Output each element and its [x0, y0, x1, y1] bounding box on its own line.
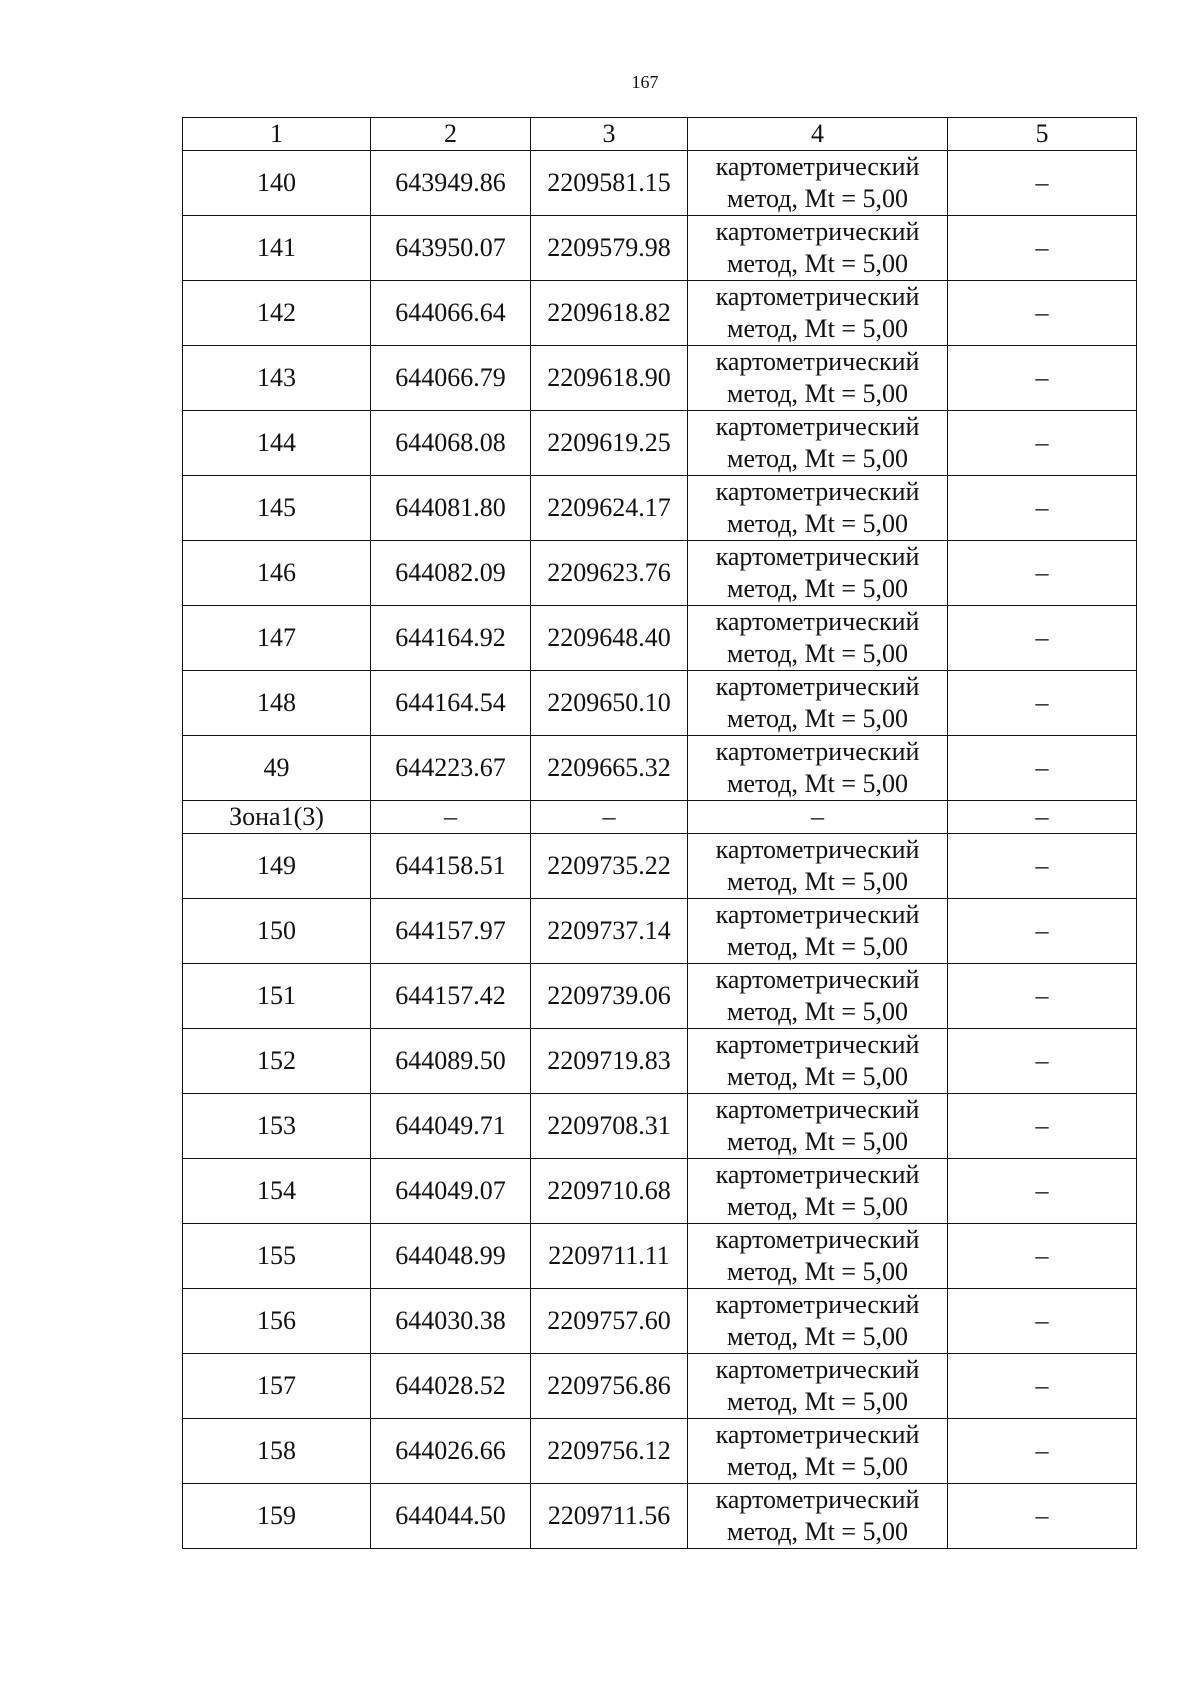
- note-cell: –: [948, 541, 1137, 606]
- y-coordinate-cell: 2209624.17: [531, 476, 688, 541]
- y-coordinate-cell: 2209737.14: [531, 899, 688, 964]
- x-coordinate-cell: 644158.51: [371, 834, 531, 899]
- method-line-1: картометрический: [715, 1420, 920, 1449]
- table-row: [183, 736, 1137, 801]
- method-cell: [688, 1094, 948, 1159]
- table-row: [183, 1159, 1137, 1224]
- x-coordinate-cell: 644164.92: [371, 606, 531, 671]
- y-coordinate-cell: 2209756.12: [531, 1419, 688, 1484]
- method-cell: [688, 541, 948, 606]
- y-coordinate-cell: 2209757.60: [531, 1289, 688, 1354]
- method-line-1: картометрический: [715, 1290, 920, 1319]
- header-cell-col-1: 1: [183, 118, 371, 151]
- y-coordinate-cell: 2209665.32: [531, 736, 688, 801]
- method-line-2: метод, Mt = 5,00: [727, 574, 908, 603]
- x-coordinate-cell: 644026.66: [371, 1419, 531, 1484]
- note-cell: –: [948, 476, 1137, 541]
- method-line-1: картометрический: [715, 477, 920, 506]
- method-cell: [688, 671, 948, 736]
- method-line-2: метод, Mt = 5,00: [727, 1192, 908, 1221]
- method-line-2: метод, Mt = 5,00: [727, 509, 908, 538]
- method-line-1: картометрический: [715, 607, 920, 636]
- point-number-cell: 155: [183, 1224, 371, 1289]
- y-coordinate-cell: 2209623.76: [531, 541, 688, 606]
- zone-cell-x: –: [371, 801, 531, 834]
- note-cell: –: [948, 346, 1137, 411]
- y-coordinate-cell: 2209579.98: [531, 216, 688, 281]
- method-cell: [688, 411, 948, 476]
- point-number-cell: 141: [183, 216, 371, 281]
- table-row: [183, 411, 1137, 476]
- method-line-1: картометрический: [715, 1160, 920, 1189]
- y-coordinate-cell: 2209711.11: [531, 1224, 688, 1289]
- y-coordinate-cell: 2209618.90: [531, 346, 688, 411]
- note-cell: –: [948, 1484, 1137, 1549]
- y-coordinate-cell: 2209719.83: [531, 1029, 688, 1094]
- zone-row: [183, 801, 1137, 834]
- y-coordinate-cell: 2209710.68: [531, 1159, 688, 1224]
- method-cell: [688, 476, 948, 541]
- table-body: [183, 118, 1137, 1549]
- note-cell: –: [948, 151, 1137, 216]
- method-cell: [688, 964, 948, 1029]
- note-cell: –: [948, 1289, 1137, 1354]
- method-cell: [688, 346, 948, 411]
- method-line-2: метод, Mt = 5,00: [727, 1387, 908, 1416]
- note-cell: –: [948, 1094, 1137, 1159]
- table-row: [183, 476, 1137, 541]
- table-row: [183, 1484, 1137, 1549]
- point-number-cell: 158: [183, 1419, 371, 1484]
- point-number-cell: 145: [183, 476, 371, 541]
- point-number-cell: 143: [183, 346, 371, 411]
- table-row: [183, 1289, 1137, 1354]
- method-line-2: метод, Mt = 5,00: [727, 1127, 908, 1156]
- y-coordinate-cell: 2209735.22: [531, 834, 688, 899]
- x-coordinate-cell: 644066.79: [371, 346, 531, 411]
- header-cell-col-5: 5: [948, 118, 1137, 151]
- point-number-cell: 156: [183, 1289, 371, 1354]
- note-cell: –: [948, 411, 1137, 476]
- y-coordinate-cell: 2209618.82: [531, 281, 688, 346]
- method-line-1: картометрический: [715, 282, 920, 311]
- header-cell-col-3: 3: [531, 118, 688, 151]
- y-coordinate-cell: 2209711.56: [531, 1484, 688, 1549]
- method-cell: [688, 216, 948, 281]
- method-cell: [688, 736, 948, 801]
- y-coordinate-cell: 2209581.15: [531, 151, 688, 216]
- zone-label: Зона1(3): [183, 801, 371, 834]
- note-cell: –: [948, 1354, 1137, 1419]
- method-line-1: картометрический: [715, 1355, 920, 1384]
- point-number-cell: 150: [183, 899, 371, 964]
- method-cell: [688, 834, 948, 899]
- method-cell: [688, 1029, 948, 1094]
- point-number-cell: 144: [183, 411, 371, 476]
- zone-cell-method: –: [688, 801, 948, 834]
- note-cell: –: [948, 671, 1137, 736]
- point-number-cell: 152: [183, 1029, 371, 1094]
- x-coordinate-cell: 644044.50: [371, 1484, 531, 1549]
- header-cell-col-4: 4: [688, 118, 948, 151]
- method-line-1: картометрический: [715, 965, 920, 994]
- table-row: [183, 671, 1137, 736]
- method-line-2: метод, Mt = 5,00: [727, 249, 908, 278]
- coordinates-table: [182, 117, 1137, 1549]
- method-cell: [688, 151, 948, 216]
- note-cell: –: [948, 281, 1137, 346]
- method-cell: [688, 899, 948, 964]
- method-cell: [688, 1354, 948, 1419]
- x-coordinate-cell: 644164.54: [371, 671, 531, 736]
- point-number-cell: 147: [183, 606, 371, 671]
- method-line-1: картометрический: [715, 672, 920, 701]
- note-cell: –: [948, 834, 1137, 899]
- method-line-2: метод, Mt = 5,00: [727, 1062, 908, 1091]
- point-number-cell: 159: [183, 1484, 371, 1549]
- x-coordinate-cell: 644049.71: [371, 1094, 531, 1159]
- method-line-1: картометрический: [715, 900, 920, 929]
- y-coordinate-cell: 2209648.40: [531, 606, 688, 671]
- method-line-2: метод, Mt = 5,00: [727, 184, 908, 213]
- note-cell: –: [948, 216, 1137, 281]
- table-row: [183, 1354, 1137, 1419]
- x-coordinate-cell: 644089.50: [371, 1029, 531, 1094]
- note-cell: –: [948, 1029, 1137, 1094]
- table-header-row: [183, 118, 1137, 151]
- method-line-1: картометрический: [715, 1095, 920, 1124]
- table-row: [183, 281, 1137, 346]
- point-number-cell: 140: [183, 151, 371, 216]
- method-cell: [688, 281, 948, 346]
- y-coordinate-cell: 2209708.31: [531, 1094, 688, 1159]
- method-line-1: картометрический: [715, 737, 920, 766]
- method-cell: [688, 1289, 948, 1354]
- method-cell: [688, 1484, 948, 1549]
- method-line-1: картометрический: [715, 1485, 920, 1514]
- x-coordinate-cell: 644223.67: [371, 736, 531, 801]
- x-coordinate-cell: 644157.97: [371, 899, 531, 964]
- point-number-cell: 49: [183, 736, 371, 801]
- note-cell: –: [948, 964, 1137, 1029]
- method-line-1: картометрический: [715, 835, 920, 864]
- x-coordinate-cell: 644081.80: [371, 476, 531, 541]
- table-row: [183, 834, 1137, 899]
- method-cell: [688, 606, 948, 671]
- point-number-cell: 148: [183, 671, 371, 736]
- method-line-1: картометрический: [715, 152, 920, 181]
- note-cell: –: [948, 899, 1137, 964]
- note-cell: –: [948, 1159, 1137, 1224]
- method-cell: [688, 1224, 948, 1289]
- method-line-2: метод, Mt = 5,00: [727, 444, 908, 473]
- y-coordinate-cell: 2209739.06: [531, 964, 688, 1029]
- point-number-cell: 146: [183, 541, 371, 606]
- x-coordinate-cell: 644030.38: [371, 1289, 531, 1354]
- method-cell: [688, 1419, 948, 1484]
- point-number-cell: 157: [183, 1354, 371, 1419]
- method-line-2: метод, Mt = 5,00: [727, 769, 908, 798]
- note-cell: –: [948, 606, 1137, 671]
- method-line-2: метод, Mt = 5,00: [727, 639, 908, 668]
- table-row: [183, 346, 1137, 411]
- method-line-2: метод, Mt = 5,00: [727, 997, 908, 1026]
- table-row: [183, 1029, 1137, 1094]
- y-coordinate-cell: 2209756.86: [531, 1354, 688, 1419]
- y-coordinate-cell: 2209650.10: [531, 671, 688, 736]
- y-coordinate-cell: 2209619.25: [531, 411, 688, 476]
- method-line-2: метод, Mt = 5,00: [727, 1452, 908, 1481]
- method-line-2: метод, Mt = 5,00: [727, 704, 908, 733]
- point-number-cell: 149: [183, 834, 371, 899]
- point-number-cell: 142: [183, 281, 371, 346]
- method-line-1: картометрический: [715, 1030, 920, 1059]
- point-number-cell: 151: [183, 964, 371, 1029]
- table-row: [183, 964, 1137, 1029]
- x-coordinate-cell: 643949.86: [371, 151, 531, 216]
- page-number: 167: [631, 72, 659, 92]
- method-line-1: картометрический: [715, 542, 920, 571]
- table-row: [183, 541, 1137, 606]
- method-line-2: метод, Mt = 5,00: [727, 314, 908, 343]
- x-coordinate-cell: 644157.42: [371, 964, 531, 1029]
- method-line-1: картометрический: [715, 1225, 920, 1254]
- point-number-cell: 153: [183, 1094, 371, 1159]
- method-line-2: метод, Mt = 5,00: [727, 379, 908, 408]
- note-cell: –: [948, 736, 1137, 801]
- method-line-1: картометрический: [715, 347, 920, 376]
- table-row: [183, 899, 1137, 964]
- x-coordinate-cell: 644028.52: [371, 1354, 531, 1419]
- method-line-2: метод, Mt = 5,00: [727, 867, 908, 896]
- method-line-1: картометрический: [715, 217, 920, 246]
- table-row: [183, 216, 1137, 281]
- table-row: [183, 151, 1137, 216]
- method-line-2: метод, Mt = 5,00: [727, 932, 908, 961]
- method-line-2: метод, Mt = 5,00: [727, 1517, 908, 1546]
- x-coordinate-cell: 644068.08: [371, 411, 531, 476]
- x-coordinate-cell: 644066.64: [371, 281, 531, 346]
- table-row: [183, 1419, 1137, 1484]
- method-line-1: картометрический: [715, 412, 920, 441]
- x-coordinate-cell: 644082.09: [371, 541, 531, 606]
- method-line-2: метод, Mt = 5,00: [727, 1322, 908, 1351]
- table-row: [183, 1224, 1137, 1289]
- table-row: [183, 606, 1137, 671]
- zone-cell-y: –: [531, 801, 688, 834]
- method-line-2: метод, Mt = 5,00: [727, 1257, 908, 1286]
- note-cell: –: [948, 1224, 1137, 1289]
- x-coordinate-cell: 643950.07: [371, 216, 531, 281]
- x-coordinate-cell: 644048.99: [371, 1224, 531, 1289]
- zone-cell-note: –: [948, 801, 1137, 834]
- method-cell: [688, 1159, 948, 1224]
- x-coordinate-cell: 644049.07: [371, 1159, 531, 1224]
- table-row: [183, 1094, 1137, 1159]
- note-cell: –: [948, 1419, 1137, 1484]
- point-number-cell: 154: [183, 1159, 371, 1224]
- header-cell-col-2: 2: [371, 118, 531, 151]
